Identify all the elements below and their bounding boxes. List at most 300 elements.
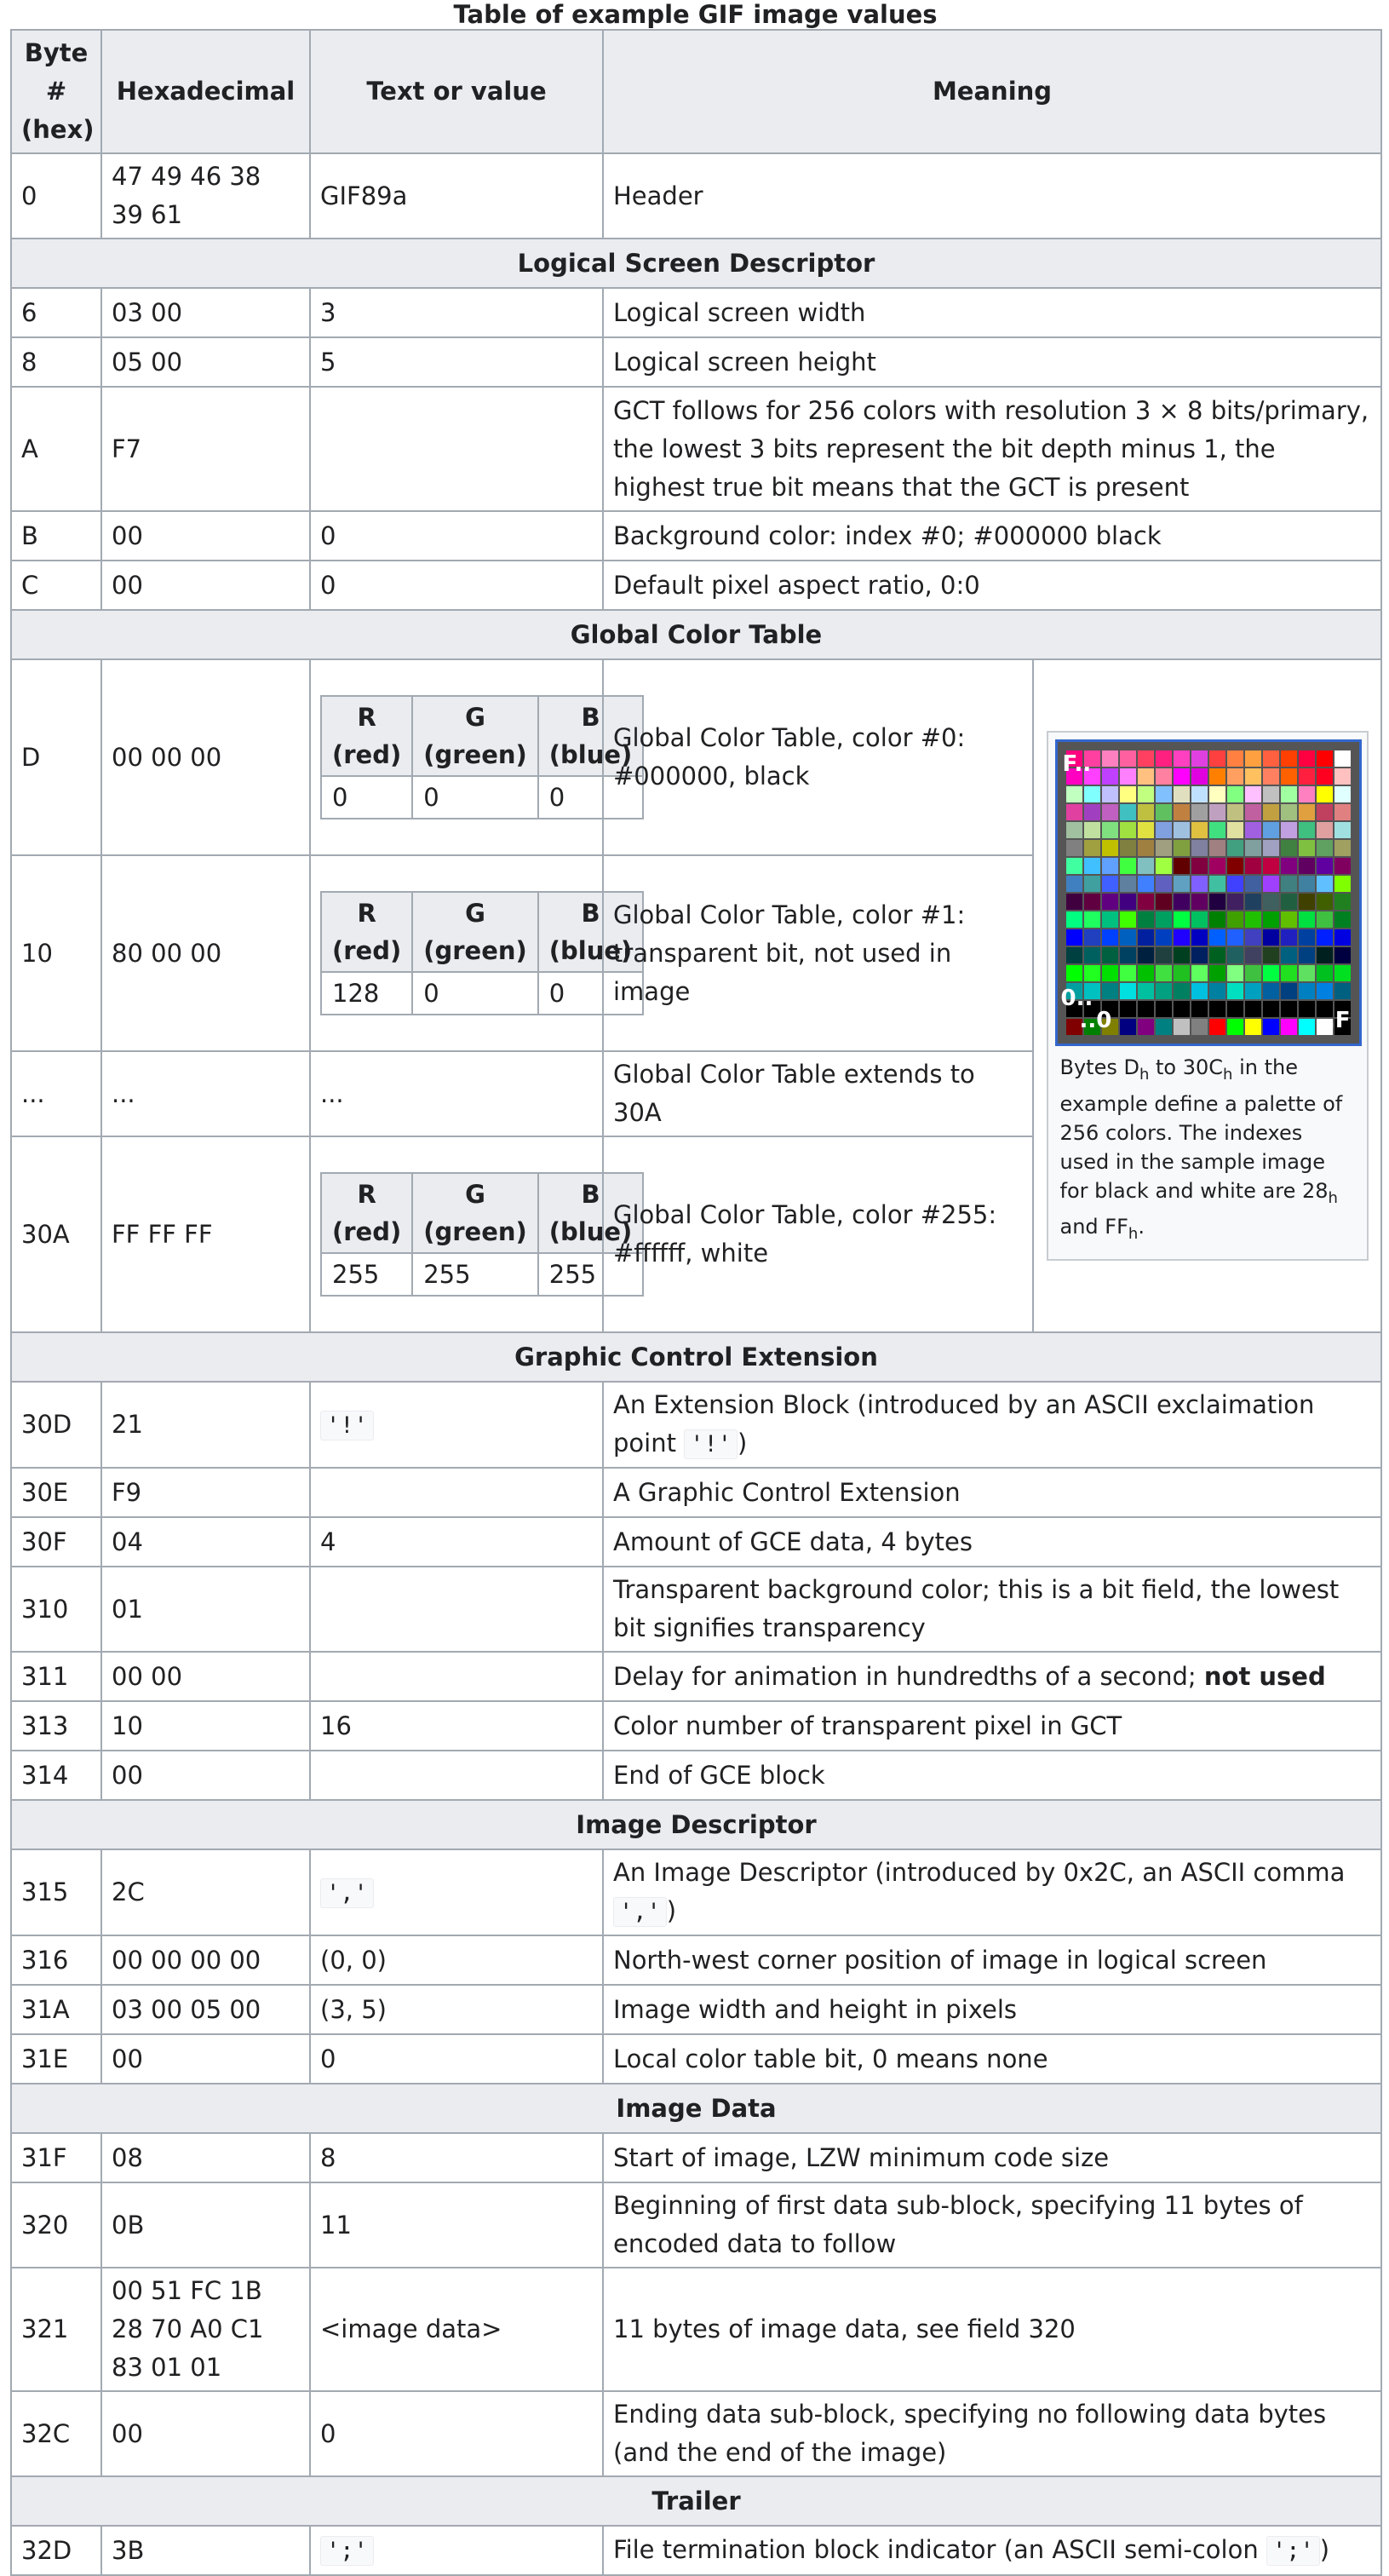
palette-swatch <box>1138 768 1154 785</box>
palette-swatch <box>1174 911 1190 928</box>
palette-swatch <box>1120 1019 1136 1035</box>
palette-swatch <box>1174 929 1190 946</box>
table-row <box>11 2133 1381 2182</box>
table-row <box>11 1567 1381 1652</box>
rgb-value-r: 255 <box>321 1253 412 1296</box>
palette-swatch <box>1209 768 1225 785</box>
rgb-cell <box>310 659 633 855</box>
palette-label-top-left: F.. <box>1062 750 1092 777</box>
text-cell: (3, 5) <box>310 1985 603 2034</box>
palette-swatch <box>1245 894 1261 910</box>
meaning-cell: Transparent background color; this is a bit field, the lowest bit signifies transparency <box>603 1567 1381 1652</box>
palette-swatch <box>1317 965 1333 981</box>
hex-cell: 80 00 00 <box>101 855 310 1051</box>
rgb-header-r: R (red) <box>321 1173 412 1253</box>
text-cell: 0 <box>310 561 603 610</box>
palette-swatch <box>1263 965 1279 981</box>
byte-cell: 310 <box>11 1567 101 1652</box>
palette-swatch <box>1120 983 1136 999</box>
palette-swatch <box>1191 804 1208 820</box>
palette-swatch <box>1138 894 1154 910</box>
table-row <box>11 1382 1381 1468</box>
byte-cell: 320 <box>11 2182 101 2268</box>
hex-cell: 00 <box>101 1751 310 1800</box>
palette-swatch <box>1281 947 1297 963</box>
palette-swatch <box>1084 876 1100 892</box>
meaning-cell: Ending data sub-block, specifying no following data bytes (and the end of the image) <box>603 2391 1381 2476</box>
meaning-cell: GCT follows for 256 colors with resolution 3 × 8 bits/primary, the lowest 3 bits represent the bit depth minus 1, the highest true bit means that the GCT is present <box>603 387 1381 511</box>
palette-swatch <box>1334 983 1351 999</box>
hex-cell: 03 00 <box>101 288 310 337</box>
table-row <box>11 1652 1381 1701</box>
palette-swatch <box>1120 911 1136 928</box>
palette-swatch <box>1084 911 1100 928</box>
palette-swatch <box>1191 1019 1208 1035</box>
palette-figure <box>1047 731 1369 1261</box>
palette-swatch <box>1084 786 1100 802</box>
col-header-byte: Byte # (hex) <box>11 30 101 153</box>
palette-swatch <box>1299 983 1315 999</box>
palette-swatch <box>1245 822 1261 838</box>
byte-cell: 30A <box>11 1136 101 1332</box>
byte-cell: 314 <box>11 1751 101 1800</box>
byte-cell: ... <box>11 1051 101 1136</box>
palette-swatch <box>1263 804 1279 820</box>
palette-swatch <box>1263 876 1279 892</box>
palette-swatch <box>1209 1019 1225 1035</box>
meaning-cell: Image width and height in pixels <box>603 1985 1381 2034</box>
palette-swatch <box>1209 929 1225 946</box>
rgb-header-g: G (green) <box>412 1173 538 1253</box>
palette-swatch <box>1084 929 1100 946</box>
meaning-cell: Start of image, LZW minimum code size <box>603 2133 1381 2182</box>
palette-swatch <box>1245 947 1261 963</box>
palette-swatch <box>1317 929 1333 946</box>
hex-cell: F7 <box>101 387 310 511</box>
palette-swatch <box>1317 786 1333 802</box>
rgb-value-g: 0 <box>412 776 538 819</box>
palette-swatch <box>1209 894 1225 910</box>
hex-cell: 3B <box>101 2526 310 2575</box>
palette-swatch <box>1102 965 1118 981</box>
hex-cell: 08 <box>101 2133 310 2182</box>
palette-swatch <box>1281 786 1297 802</box>
hex-cell: F9 <box>101 1468 310 1517</box>
hex-cell: 03 00 05 00 <box>101 1985 310 2034</box>
byte-cell: 32D <box>11 2526 101 2575</box>
palette-swatch <box>1156 858 1172 874</box>
rgb-value-r: 128 <box>321 972 412 1015</box>
palette-swatch <box>1281 750 1297 767</box>
palette-swatch <box>1156 786 1172 802</box>
palette-swatch <box>1102 768 1118 785</box>
gif-table-container <box>10 0 1380 2576</box>
table-row <box>11 2268 1381 2391</box>
text-cell: 4 <box>310 1517 603 1567</box>
palette-swatch <box>1227 1019 1243 1035</box>
text-cell: 16 <box>310 1701 603 1751</box>
palette-swatch <box>1120 965 1136 981</box>
palette-swatch <box>1156 840 1172 856</box>
palette-swatch <box>1227 1001 1243 1017</box>
palette-swatch <box>1209 983 1225 999</box>
palette-swatch <box>1191 983 1208 999</box>
palette-swatch <box>1263 786 1279 802</box>
palette-swatch <box>1191 929 1208 946</box>
code-snippet: ',' <box>613 1897 667 1927</box>
table-row <box>11 387 1381 511</box>
palette-swatch <box>1299 786 1315 802</box>
table-row <box>11 2391 1381 2476</box>
hex-cell: 00 00 00 00 <box>101 1935 310 1985</box>
meaning-cell: Global Color Table, color #255: #ffffff, white <box>603 1136 1033 1332</box>
rgb-subtable <box>320 695 644 819</box>
palette-swatch <box>1191 768 1208 785</box>
byte-cell: A <box>11 387 101 511</box>
palette-swatch <box>1084 894 1100 910</box>
palette-swatch <box>1281 840 1297 856</box>
palette-swatch <box>1227 947 1243 963</box>
meaning-cell: Logical screen width <box>603 288 1381 337</box>
palette-swatch <box>1156 965 1172 981</box>
palette-swatch <box>1066 822 1082 838</box>
col-header-text: Text or value <box>310 30 603 153</box>
palette-swatch <box>1317 804 1333 820</box>
code-snippet: ',' <box>320 1878 374 1908</box>
palette-swatch <box>1227 786 1243 802</box>
palette-swatch <box>1299 822 1315 838</box>
palette-swatch <box>1156 894 1172 910</box>
text-cell <box>310 387 603 511</box>
palette-swatch <box>1174 804 1190 820</box>
meaning-cell: File termination block indicator (an ASCII semi-colon ';' ) <box>603 2526 1381 2575</box>
rgb-header-g: G (green) <box>412 696 538 776</box>
hex-cell: 04 <box>101 1517 310 1567</box>
text-cell <box>310 1468 603 1517</box>
table-row <box>11 1985 1381 2034</box>
palette-swatch <box>1263 1001 1279 1017</box>
rgb-header-g: G (green) <box>412 892 538 972</box>
bold-text: not used <box>1203 1661 1326 1691</box>
palette-swatch <box>1281 929 1297 946</box>
palette-swatch <box>1138 822 1154 838</box>
table-caption: Table of example GIF image values <box>453 0 938 29</box>
text-cell <box>310 2526 603 2575</box>
table-row <box>11 511 1381 561</box>
palette-swatch <box>1120 804 1136 820</box>
table-row <box>11 2182 1381 2268</box>
text-cell: 11 <box>310 2182 603 2268</box>
table-row <box>11 1849 1381 1935</box>
palette-swatch <box>1263 858 1279 874</box>
palette-swatch <box>1299 911 1315 928</box>
text-cell <box>310 1567 603 1652</box>
palette-swatch <box>1245 1001 1261 1017</box>
palette-swatch <box>1120 929 1136 946</box>
palette-label-bottom-right: ..F <box>1317 1007 1351 1033</box>
palette-swatch <box>1156 947 1172 963</box>
palette-swatch <box>1245 929 1261 946</box>
hex-cell: 00 <box>101 561 310 610</box>
palette-swatch <box>1245 840 1261 856</box>
hex-cell: 47 49 46 38 39 61 <box>101 153 310 239</box>
palette-swatch <box>1317 840 1333 856</box>
gif-values-table <box>10 29 1382 2576</box>
meaning-cell: Global Color Table, color #1: transparent bit, not used in image <box>603 855 1033 1051</box>
palette-swatch <box>1299 929 1315 946</box>
hex-cell: 10 <box>101 1701 310 1751</box>
table-row <box>11 2034 1381 2084</box>
palette-swatch <box>1174 947 1190 963</box>
palette-swatch <box>1245 750 1261 767</box>
byte-cell: 30D <box>11 1382 101 1468</box>
palette-swatch <box>1227 750 1243 767</box>
palette-swatch <box>1102 786 1118 802</box>
palette-swatch <box>1156 1001 1172 1017</box>
palette-swatch <box>1334 929 1351 946</box>
palette-swatch <box>1102 822 1118 838</box>
palette-swatch <box>1227 876 1243 892</box>
palette-swatch <box>1138 947 1154 963</box>
palette-swatch <box>1227 822 1243 838</box>
hex-cell: 00 <box>101 2034 310 2084</box>
palette-swatch <box>1174 894 1190 910</box>
palette-swatch <box>1209 947 1225 963</box>
palette-swatch <box>1227 929 1243 946</box>
palette-swatch <box>1334 858 1351 874</box>
palette-swatch <box>1174 1001 1190 1017</box>
palette-swatch <box>1209 840 1225 856</box>
palette-swatch <box>1102 929 1118 946</box>
hex-cell: 0B <box>101 2182 310 2268</box>
palette-swatch <box>1281 822 1297 838</box>
palette-swatch <box>1334 894 1351 910</box>
palette-swatch <box>1138 929 1154 946</box>
palette-swatch <box>1227 983 1243 999</box>
rgb-cell <box>310 1136 633 1332</box>
palette-swatch <box>1227 965 1243 981</box>
meaning-cell: Global Color Table, color #0: #000000, black <box>603 659 1033 855</box>
palette-swatch <box>1334 786 1351 802</box>
byte-cell: 313 <box>11 1701 101 1751</box>
hex-cell: 00 <box>101 511 310 561</box>
palette-swatch <box>1245 965 1261 981</box>
section-trailer: Trailer <box>11 2476 1381 2526</box>
palette-swatch <box>1263 840 1279 856</box>
palette-swatch <box>1156 911 1172 928</box>
table-row <box>11 1468 1381 1517</box>
palette-swatch <box>1120 750 1136 767</box>
palette-swatch <box>1245 858 1261 874</box>
palette-swatch <box>1084 858 1100 874</box>
palette-swatch <box>1066 876 1082 892</box>
palette-label-bottom-left: 0.. <box>1060 985 1093 1011</box>
meaning-cell: 11 bytes of image data, see field 320 <box>603 2268 1381 2391</box>
meaning-cell: Color number of transparent pixel in GCT <box>603 1701 1381 1751</box>
palette-swatch <box>1299 768 1315 785</box>
meaning-cell: Default pixel aspect ratio, 0:0 <box>603 561 1381 610</box>
palette-swatch <box>1227 840 1243 856</box>
code-snippet: '!' <box>320 1411 374 1440</box>
palette-swatch <box>1245 1019 1261 1035</box>
section-image-descriptor: Image Descriptor <box>11 1800 1381 1849</box>
palette-swatch <box>1281 1001 1297 1017</box>
palette-swatch <box>1334 876 1351 892</box>
palette-swatch <box>1334 911 1351 928</box>
rgb-subtable <box>320 891 644 1015</box>
palette-swatch <box>1066 858 1082 874</box>
code-snippet: ';' <box>320 2536 374 2566</box>
rgb-value-b: 255 <box>538 1253 644 1296</box>
palette-swatch <box>1084 947 1100 963</box>
section-global-color-table: Global Color Table <box>11 610 1381 659</box>
byte-cell: 6 <box>11 288 101 337</box>
palette-swatch <box>1245 786 1261 802</box>
palette-swatch <box>1263 929 1279 946</box>
hex-cell: 21 <box>101 1382 310 1468</box>
section-image-data: Image Data <box>11 2084 1381 2133</box>
palette-swatch <box>1120 947 1136 963</box>
meaning-cell: Amount of GCE data, 4 bytes <box>603 1517 1381 1567</box>
palette-swatch <box>1263 1019 1279 1035</box>
palette-swatch <box>1102 983 1118 999</box>
byte-cell: B <box>11 511 101 561</box>
palette-swatch <box>1102 750 1118 767</box>
hex-cell: 00 <box>101 2391 310 2476</box>
palette-image[interactable] <box>1055 739 1362 1046</box>
code-snippet: '!' <box>684 1429 738 1459</box>
palette-swatch <box>1102 894 1118 910</box>
rgb-value-g: 255 <box>412 1253 538 1296</box>
rgb-subtable <box>320 1172 644 1297</box>
palette-swatch <box>1299 858 1315 874</box>
table-row <box>11 659 1381 855</box>
palette-swatch <box>1263 983 1279 999</box>
palette-swatch <box>1174 768 1190 785</box>
rgb-value-b: 0 <box>538 972 644 1015</box>
palette-swatch <box>1263 822 1279 838</box>
section-graphic-control-extension: Graphic Control Extension <box>11 1332 1381 1382</box>
palette-swatch <box>1191 840 1208 856</box>
palette-swatch <box>1138 786 1154 802</box>
byte-cell: 321 <box>11 2268 101 2391</box>
palette-swatch <box>1191 786 1208 802</box>
palette-swatch <box>1066 947 1082 963</box>
rgb-value-b: 0 <box>538 776 644 819</box>
byte-cell: 30F <box>11 1517 101 1567</box>
palette-swatch <box>1138 983 1154 999</box>
byte-cell: 315 <box>11 1849 101 1935</box>
palette-swatch <box>1299 965 1315 981</box>
palette-swatch <box>1191 947 1208 963</box>
text-cell: 0 <box>310 511 603 561</box>
table-row <box>11 1517 1381 1567</box>
palette-swatch <box>1281 858 1297 874</box>
text-cell <box>310 1849 603 1935</box>
palette-swatch <box>1209 876 1225 892</box>
hex-cell: 01 <box>101 1567 310 1652</box>
palette-swatch <box>1102 911 1118 928</box>
palette-swatch <box>1156 822 1172 838</box>
palette-swatch <box>1281 983 1297 999</box>
palette-swatch <box>1138 840 1154 856</box>
hex-cell: 05 00 <box>101 337 310 387</box>
palette-swatch <box>1317 858 1333 874</box>
text-cell <box>310 1751 603 1800</box>
palette-swatch <box>1156 750 1172 767</box>
palette-swatch <box>1191 822 1208 838</box>
palette-swatch <box>1174 750 1190 767</box>
palette-swatch <box>1227 858 1243 874</box>
palette-swatch <box>1334 947 1351 963</box>
palette-swatch <box>1263 894 1279 910</box>
rgb-header-r: R (red) <box>321 696 412 776</box>
text-cell: <image data> <box>310 2268 603 2391</box>
meaning-cell: An Extension Block (introduced by an ASCII exclaimation point '!' ) <box>603 1382 1381 1468</box>
palette-swatch <box>1102 804 1118 820</box>
palette-swatch <box>1263 911 1279 928</box>
palette-swatch <box>1317 876 1333 892</box>
meaning-cell: Local color table bit, 0 means none <box>603 2034 1381 2084</box>
text-cell: ... <box>310 1051 603 1136</box>
meaning-cell: A Graphic Control Extension <box>603 1468 1381 1517</box>
palette-swatch <box>1191 894 1208 910</box>
byte-cell: 311 <box>11 1652 101 1701</box>
palette-swatch <box>1227 768 1243 785</box>
palette-swatch <box>1209 911 1225 928</box>
palette-swatch <box>1174 840 1190 856</box>
palette-swatch <box>1334 804 1351 820</box>
palette-swatch <box>1209 804 1225 820</box>
table-row <box>11 288 1381 337</box>
palette-swatch <box>1317 822 1333 838</box>
palette-swatch <box>1245 983 1261 999</box>
byte-cell: 31A <box>11 1985 101 2034</box>
palette-swatch <box>1227 804 1243 820</box>
rgb-header-b: B (blue) <box>538 696 644 776</box>
text-cell: 5 <box>310 337 603 387</box>
palette-swatch <box>1191 965 1208 981</box>
palette-swatch <box>1174 786 1190 802</box>
palette-swatch <box>1102 876 1118 892</box>
text-cell: 0 <box>310 2391 603 2476</box>
rgb-value-r: 0 <box>321 776 412 819</box>
meaning-cell: Global Color Table extends to 30A <box>603 1051 1033 1136</box>
palette-swatch <box>1191 1001 1208 1017</box>
byte-cell: 8 <box>11 337 101 387</box>
palette-swatch <box>1317 894 1333 910</box>
palette-swatch <box>1191 876 1208 892</box>
palette-swatch <box>1317 983 1333 999</box>
meaning-cell: An Image Descriptor (introduced by 0x2C, an ASCII comma ',' ) <box>603 1849 1381 1935</box>
palette-swatch <box>1245 804 1261 820</box>
palette-swatch <box>1156 804 1172 820</box>
table-row <box>11 1935 1381 1985</box>
palette-swatch <box>1263 768 1279 785</box>
palette-swatch <box>1334 840 1351 856</box>
palette-swatch <box>1299 876 1315 892</box>
palette-swatch <box>1245 876 1261 892</box>
table-row <box>11 1701 1381 1751</box>
palette-swatch <box>1191 750 1208 767</box>
palette-swatch <box>1120 876 1136 892</box>
palette-swatch <box>1156 768 1172 785</box>
meaning-cell: End of GCE block <box>603 1751 1381 1800</box>
code-snippet: ';' <box>1266 2536 1320 2566</box>
palette-swatch <box>1299 947 1315 963</box>
hex-cell: 2C <box>101 1849 310 1935</box>
hex-cell: 00 51 FC 1B 28 70 A0 C1 83 01 01 <box>101 2268 310 2391</box>
